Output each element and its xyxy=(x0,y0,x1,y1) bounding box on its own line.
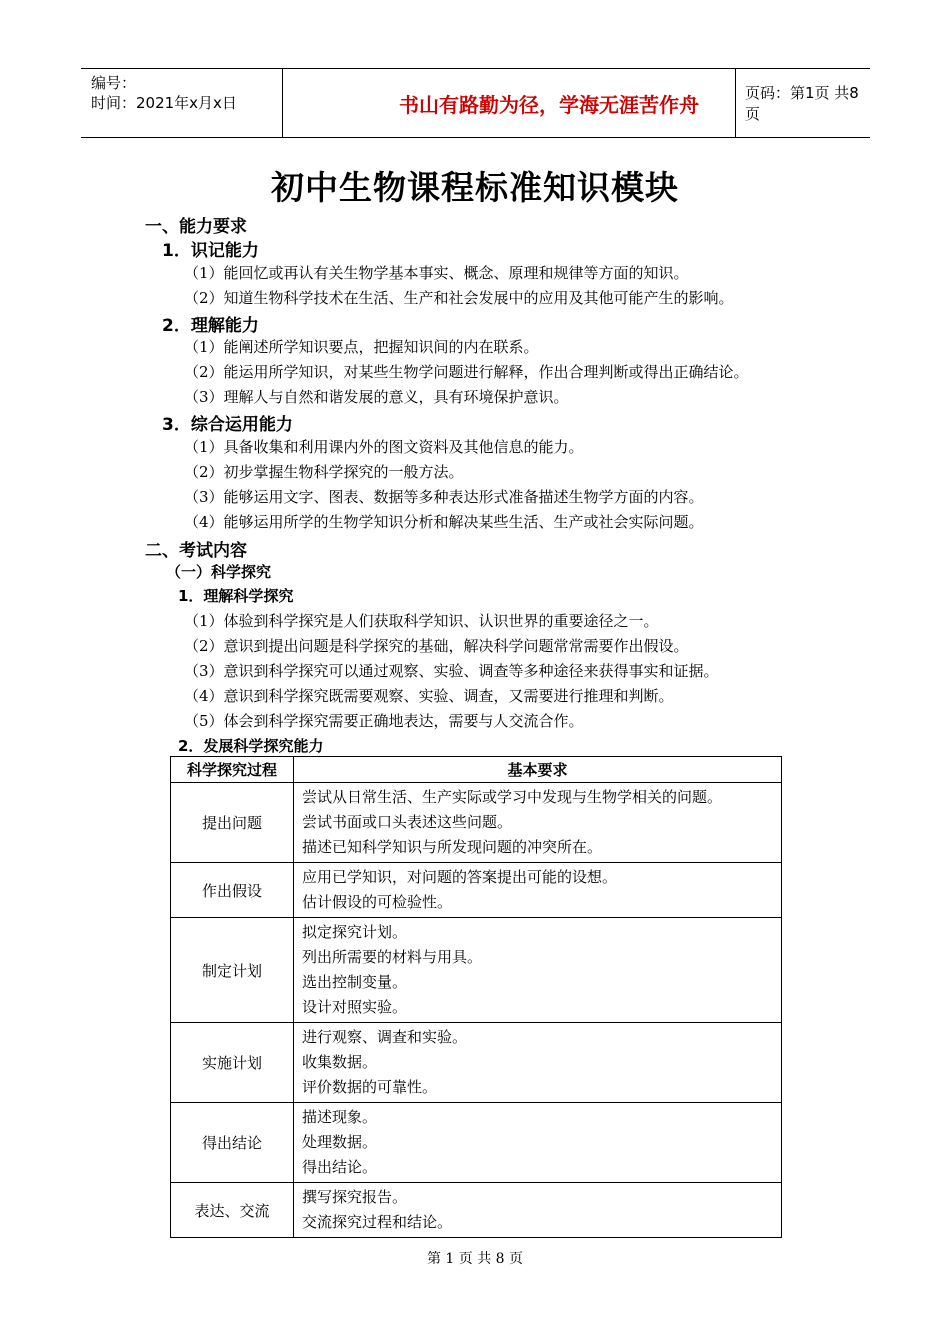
list-item: （2）初步掌握生物科学探究的一般方法。 xyxy=(184,463,464,481)
list-item: （1）具备收集和利用课内外的图文资料及其他信息的能力。 xyxy=(184,438,584,456)
subsection-heading: 1．理解科学探究 xyxy=(178,587,294,605)
table-row xyxy=(171,1103,782,1183)
header-divider xyxy=(282,69,283,137)
requirement-line: 尝试从日常生活、生产实际或学习中发现与生物学相关的问题。 xyxy=(302,788,723,806)
list-item: （3）能够运用文字、图表、数据等多种表达形式准备描述生物学方面的内容。 xyxy=(184,488,704,506)
table-row xyxy=(171,783,782,863)
header-page-info: 页码：第1页 共8页 xyxy=(745,84,859,123)
inquiry-table xyxy=(170,756,782,1238)
process-cell: 得出结论 xyxy=(171,1103,294,1183)
process-cell: 提出问题 xyxy=(171,783,294,863)
column-header-process: 科学探究过程 xyxy=(171,757,294,783)
requirement-line: 列出所需要的材料与用具。 xyxy=(302,948,483,966)
list-item: （1）体验到科学探究是人们获取科学知识、认识世界的重要途径之一。 xyxy=(184,612,659,630)
process-cell: 实施计划 xyxy=(171,1023,294,1103)
subsection-heading: 2．理解能力 xyxy=(162,316,259,336)
list-item: （4）意识到科学探究既需要观察、实验、调查，又需要进行推理和判断。 xyxy=(184,687,674,705)
requirement-line: 选出控制变量。 xyxy=(302,973,408,991)
list-item: （5）体会到科学探究需要正确地表达，需要与人交流合作。 xyxy=(184,712,584,730)
subsection-heading: 2．发展科学探究能力 xyxy=(178,737,324,755)
table-row xyxy=(171,1183,782,1238)
document-number-label: 编号： xyxy=(91,74,137,92)
page-footer: 第 1 页 共 8 页 xyxy=(426,1251,524,1267)
requirements-cell xyxy=(294,918,782,1023)
list-item: （2）知道生物科学技术在生活、生产和社会发展中的应用及其他可能产生的影响。 xyxy=(184,289,734,307)
requirement-line: 撰写探究报告。 xyxy=(302,1188,408,1206)
header-meta xyxy=(91,73,237,113)
column-header-requirements: 基本要求 xyxy=(294,757,782,783)
requirements-cell xyxy=(294,1103,782,1183)
requirements-cell xyxy=(294,1183,782,1238)
list-item: （2）能运用所学知识，对某些生物学问题进行解释，作出合理判断或得出正确结论。 xyxy=(184,363,749,381)
list-item: （2）意识到提出问题是科学探究的基础，解决科学问题常常需要作出假设。 xyxy=(184,637,689,655)
header-divider xyxy=(735,69,736,137)
process-cell: 制定计划 xyxy=(171,918,294,1023)
document-title: 初中生物课程标准知识模块 xyxy=(271,168,679,207)
list-item: （1）能回忆或再认有关生物学基本事实、概念、原理和规律等方面的知识。 xyxy=(184,264,689,282)
table-row xyxy=(171,1023,782,1103)
requirement-line: 拟定探究计划。 xyxy=(302,923,408,941)
requirement-line: 评价数据的可靠性。 xyxy=(302,1078,438,1096)
header-motto: 书山有路勤为径，学海无涯苦作舟 xyxy=(399,92,699,117)
table-header-row xyxy=(171,757,782,783)
part-heading: （一）科学探究 xyxy=(166,563,272,581)
requirement-line: 估计假设的可检验性。 xyxy=(302,893,453,911)
list-item: （4）能够运用所学的生物学知识分析和解决某些生活、生产或社会实际问题。 xyxy=(184,513,704,531)
requirement-line: 描述已知科学知识与所发现问题的冲突所在。 xyxy=(302,838,603,856)
requirement-line: 处理数据。 xyxy=(302,1133,378,1151)
requirement-line: 描述现象。 xyxy=(302,1108,378,1126)
section-heading: 一、能力要求 xyxy=(145,217,247,237)
requirement-line: 尝试书面或口头表述这些问题。 xyxy=(302,813,513,831)
process-cell: 作出假设 xyxy=(171,863,294,918)
requirement-line: 设计对照实验。 xyxy=(302,998,408,1016)
requirements-cell xyxy=(294,863,782,918)
list-item: （3）理解人与自然和谐发展的意义，具有环境保护意识。 xyxy=(184,388,569,406)
document-time: 时间：2021年x月x日 xyxy=(91,94,237,112)
requirement-line: 收集数据。 xyxy=(302,1053,378,1071)
section-heading: 二、考试内容 xyxy=(145,541,247,561)
subsection-heading: 3．综合运用能力 xyxy=(162,415,293,435)
list-item: （3）意识到科学探究可以通过观察、实验、调查等多种途径来获得事实和证据。 xyxy=(184,662,719,680)
page-header xyxy=(81,68,870,138)
list-item: （1）能阐述所学知识要点，把握知识间的内在联系。 xyxy=(184,338,539,356)
requirement-line: 应用已学知识，对问题的答案提出可能的设想。 xyxy=(302,868,618,886)
requirement-line: 进行观察、调查和实验。 xyxy=(302,1028,468,1046)
requirement-line: 得出结论。 xyxy=(302,1158,378,1176)
table-row xyxy=(171,918,782,1023)
requirement-line: 交流探究过程和结论。 xyxy=(302,1213,453,1231)
process-cell: 表达、交流 xyxy=(171,1183,294,1238)
subsection-heading: 1．识记能力 xyxy=(162,241,259,261)
table-row xyxy=(171,863,782,918)
requirements-cell xyxy=(294,783,782,863)
requirements-cell xyxy=(294,1023,782,1103)
